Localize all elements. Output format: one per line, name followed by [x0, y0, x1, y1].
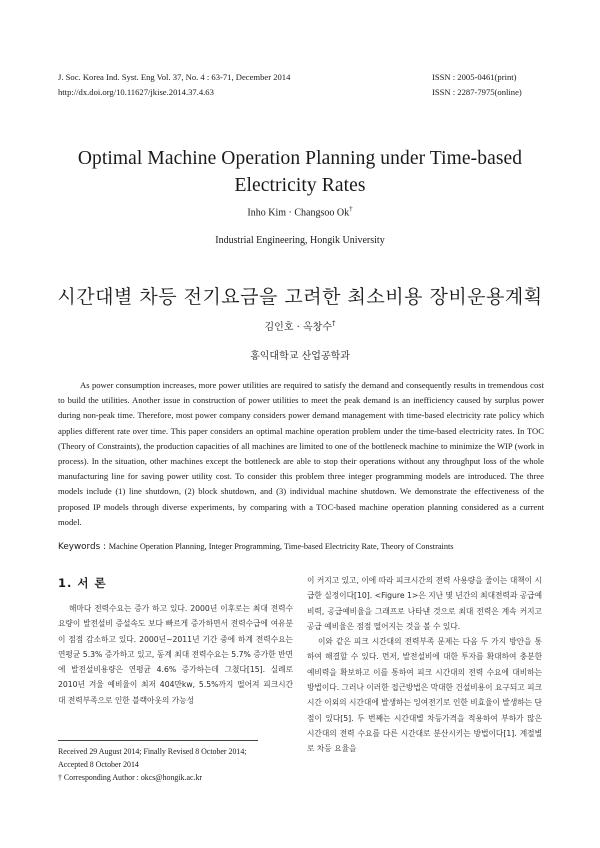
- keywords-list: Machine Operation Planning, Integer Programming, Time-based Electricity Rate, Theory of Constraints: [108, 542, 454, 551]
- section-title-introduction: 1. 서 론: [58, 576, 107, 590]
- doi-link[interactable]: http://dx.doi.org/10.11627/jkise.2014.37.4.63: [58, 86, 214, 97]
- issn-online: ISSN : 2287-7975(online): [432, 86, 522, 97]
- affiliation-ko: 홍익대학교 산업공학과: [250, 351, 350, 362]
- footnotes: [58, 746, 293, 784]
- journal-citation: J. Soc. Korea Ind. Syst. Eng Vol. 37, No. 4 : 63-71, December 2014: [58, 72, 291, 82]
- footnote-accepted: Accepted 8 October 2014: [58, 759, 139, 769]
- left-column: [58, 575, 293, 708]
- right-column-text: [307, 573, 542, 757]
- authors-en-names: Inho Kim · Changsoo Ok: [247, 207, 350, 219]
- affiliation-en: Industrial Engineering, Hongik University: [215, 235, 385, 246]
- authors-en: [0, 205, 600, 218]
- corresponding-mark: †: [349, 205, 353, 213]
- footnote-corresponding: † Corresponding Author : okcs@hongik.ac.kr: [58, 772, 203, 782]
- authors-ko: [0, 318, 600, 333]
- left-column-text: [58, 601, 293, 708]
- right-column: [307, 573, 542, 757]
- authors-ko-names: 김인호 · 옥창수: [264, 322, 332, 333]
- paper-title-en-line1: Optimal Machine Operation Planning under Time-based: [77, 148, 523, 169]
- footnote-received: Received 29 August 2014; Finally Revised 8 October 2014;: [58, 747, 247, 756]
- paper-title-ko: 시간대별 차등 전기요금을 고려한 최소비용 장비운용계획: [57, 286, 543, 308]
- journal-header: [58, 70, 290, 99]
- corresponding-mark-ko: †: [332, 319, 336, 328]
- keywords-line: [58, 541, 544, 553]
- intro-paragraph-1-cont: 이 커지고 있고, 이에 따라 피크시간의 전력 사용량을 줄이는 대책이 시급한 실정이다[10]. <Figure 1>은 지난 몇 년간의 최대전력과 공급예비력, 공급예비율을 그래프로 나타낸 것으로 최대 전력은 계속 커지고 공급 예비율은 점점 떨어지는 것을 볼 수 있다.: [307, 576, 542, 631]
- paper-title-en-line2: Electricity Rates: [234, 175, 366, 196]
- paper-title-en: [50, 145, 550, 199]
- intro-paragraph-1: 해마다 전력수요는 증가 하고 있다. 2000년 이후로는 최대 전력수요량이 발전설비 증설속도 보다 빠르게 증가하면서 전력수급에 여유분이 점점 감소하고 있다. 2000년~2011년 기간 중에 하계 전력수요는 연평균 5.3% 증가하고 있고, 동계 최대 전력수요는 5.7% 증가한 반면에 발전설비용량은 연평균 4.6% 증가하는데 그쳤다[15]. 실례로 2010년 겨울 예비율이 최저 404만kw, 5.5%까지 떨어져 피크시간 대 전력부족으로 인한 블랙아웃의 가능성: [58, 604, 293, 705]
- intro-paragraph-2: 이와 같은 피크 시간대의 전력부족 문제는 다음 두 가지 방안을 통하여 해결할 수 있다. 먼저, 발전설비에 대한 투자를 확대하여 충분한 예비력을 확보하고 이를 통하여 피크 시간대의 전력 수요에 대비하는 방법이다. 그러나 이러한 접근방법은 막대한 건설비용이 요구되고 피크시간 이외의 시간대에 발생하는 잉여전기로 인한 비효율이 발생하는 단점이 있다[5]. 두 번째는 시간대별 차등가격을 적용하여 부하가 많은 시간대의 전력 수요를 다른 시간대로 분산시키는 방법이다[1]. 계절별로 차등 요율을: [307, 637, 542, 754]
- issn-block: [432, 70, 522, 99]
- keywords-label: Keywords :: [58, 542, 109, 552]
- issn-print: ISSN : 2005-0461(print): [432, 72, 517, 82]
- abstract: As power consumption increases, more power utilities are required to satisfy the demand and consequently results in tremendous cost to build the utilities. Another issue in construction of power utilities to meet the peak demand is an inefficiency caused by surplus power during non-peak time. Therefore, most power company considers power demand management with time-based electricity rate policy which applies different rate over time. This paper considers an optimal machine operation problem under the time-based electricity rates. In TOC (Theory of Constraints), the production capacities of all machines are limited to one of the bottleneck machine to minimize the WIP (work in process). In the situation, other machines except the bottleneck are able to stop their operations without any throughput loss of the whole manufacturing line for saving power utility cost. To consider this problem three integer programming models are introduced. The three models include (1) line shutdown, (2) block shutdown, and (3) individual machine shutdown. We demonstrate the effectiveness of the proposed IP models through diverse experiments, by comparing with a TOC-based machine operation planning considered as a current model.: [58, 380, 544, 527]
- footnote-divider: [58, 740, 258, 741]
